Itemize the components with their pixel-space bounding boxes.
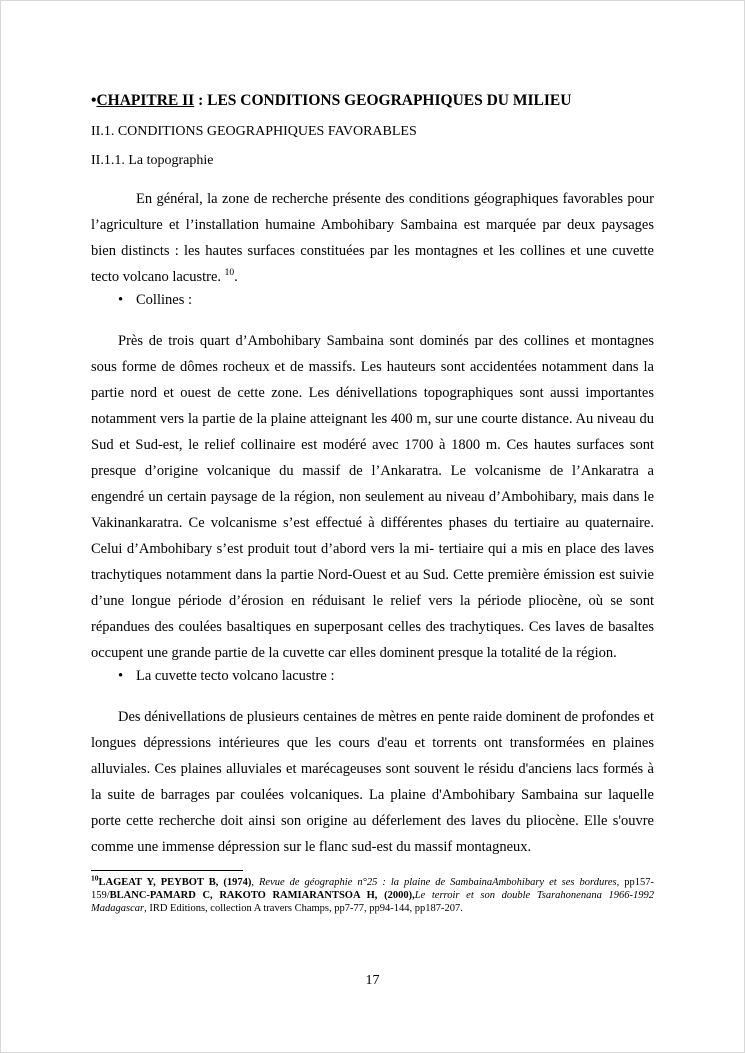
footnote-segment-authors-2: BLANC-PAMARD C, RAKOTO RAMIARANTSOA H, (2000), — [109, 890, 415, 901]
footnote-text — [91, 873, 655, 915]
footnote — [91, 870, 654, 915]
bullet-label-collines: Collines : — [136, 292, 192, 308]
paragraph-collines: Près de trois quart d’Ambohibary Sambaina sont dominés par des collines et montagnes sous forme de dômes rocheux et de massifs. Les hauteurs sont accidentées notamment dans la partie nord et ouest de cette zone. Les dénivellations topographiques sont aussi importantes notamment vers la partie de la plaine atteignant les 400 m, sur une courte distance. Au niveau du Sud et Sud-est, le relief collinaire est modéré avec 1700 à 1800 m. Ces hautes surfaces sont presque d’origine volcanique du massif de l’Ankaratra. Le volcanisme de l’Ankaratra a engendré un certain paysage de la région, non seulement au niveau d’Ambohibary, mais dans le Vakinankaratra. Ce volcanisme s’est effectué à différentes phases du tertiaire au quaternaire. Celui d’Ambohibary s’est produit tout d’abord vers la mi- tertiaire qui a mis en place des laves trachytiques notamment dans la partie Nord-Ouest et au Sud. Cette première émission est suivie d’une longue période d’érosion en réduisant le relief vers la période pliocène, où se sont répandues des coulées basaltiques en superposant celles des trachytiques. Ces laves de basaltes occupent une grande partie de la cuvette car elles dominent presque la totalité de la région. — [91, 333, 654, 661]
title-bullet: • — [91, 92, 97, 109]
section-heading: II.1. CONDITIONS GEOGRAPHIQUES FAVORABLES — [91, 124, 417, 139]
bullet-label-cuvette: La cuvette tecto volcano lacustre : — [136, 668, 335, 684]
footnote-separator — [91, 870, 243, 871]
footnote-ref-superscript: 10 — [224, 268, 235, 279]
paragraph-intro — [91, 186, 654, 290]
paragraph-intro-text: En général, la zone de recherche présente des conditions géographiques favorables pour l’agriculture et l’installation humaine Ambohibary Sambaina est marquée par deux paysages bien distincts : les hautes surfaces constituées par les montagnes et les collines et une cuvette tecto volcano lacustre. — [91, 191, 654, 285]
footnote-number: 10 — [91, 873, 99, 883]
subsection-heading: II.1.1. La topographie — [91, 153, 214, 168]
bullet-item-collines — [91, 290, 654, 310]
footnote-segment: , — [251, 877, 259, 888]
chapter-title — [91, 91, 654, 111]
paragraph-cuvette: Des dénivellations de plusieurs centaines de mètres en pente raide dominent de profondes et longues dépressions intérieures que les cours d'eau et torrents ont transformées en plaines alluviales. Ces plaines alluviales et marécageuses sont souvent le résidu d'anciens lacs formés à la suite de barrages par coulées volcaniques. La plaine d'Ambohibary Sambaina sur laquelle porte cette recherche doit ainsi son origine au déferlement des laves du pliocène. Elle s'ouvre comme une immense dépression sur le flanc sud-est du massif montagneux. — [91, 709, 654, 855]
bullet-marker: • — [118, 668, 124, 684]
chapter-title-text: : LES CONDITIONS GEOGRAPHIQUES DU MILIEU — [194, 92, 572, 109]
footnote-segment-pages-1: pp157-159/ — [91, 877, 655, 901]
chapter-number: CHAPITRE II — [96, 92, 195, 109]
bullet-marker: • — [118, 292, 124, 308]
footnote-segment-authors-1: LAGEAT Y, PEYBOT B, (1974) — [98, 877, 252, 888]
bullet-item-cuvette — [91, 666, 654, 686]
footnote-segment-pages-2: , IRD Editions, collection A travers Champs, pp7-77, pp94-144, pp187-207. — [144, 903, 463, 914]
paragraph-intro-period: . — [234, 269, 238, 285]
page-number: 17 — [365, 973, 380, 988]
footnote-segment-title-2: Le terroir et son double Tsarahonenana 1966-1992 Madagascar — [91, 890, 655, 914]
footnote-segment-title-1: Revue de géographie n°25 : la plaine de SambainaAmbohibary et ses bordures, — [259, 877, 620, 888]
